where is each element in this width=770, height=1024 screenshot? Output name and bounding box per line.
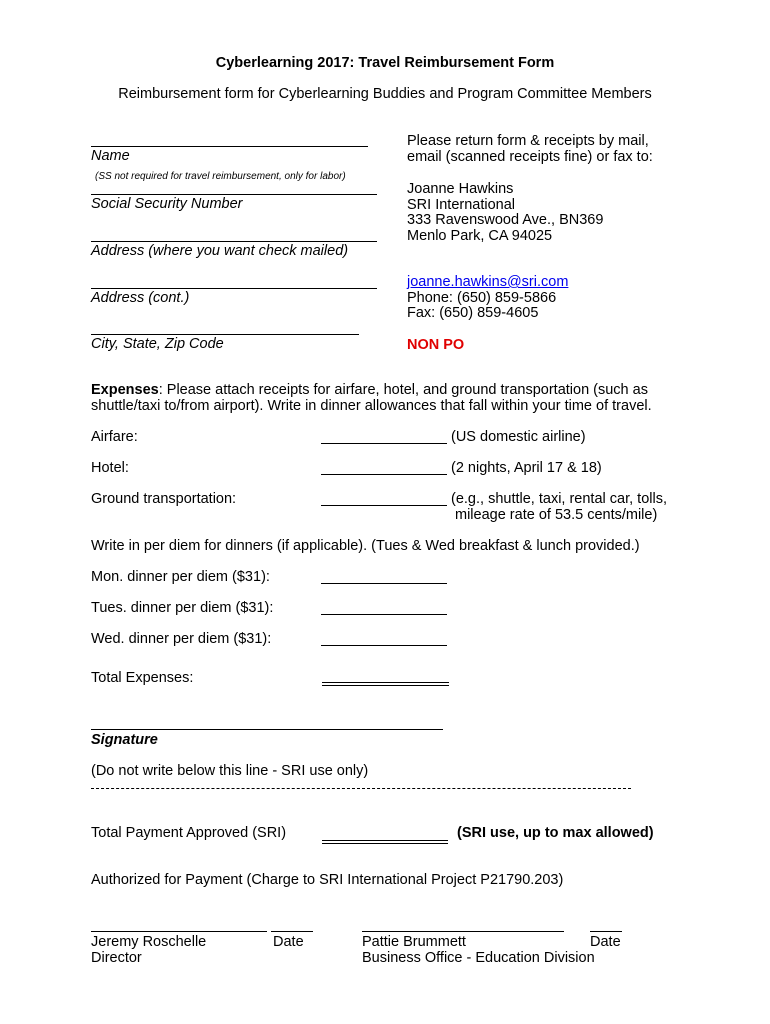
signature-label: Signature: [91, 732, 158, 748]
director-date-label: Date: [273, 934, 304, 950]
cut-line-divider: [91, 788, 631, 789]
total-approved-line[interactable]: [322, 840, 448, 844]
director-title: Director: [91, 950, 142, 966]
business-office-date-label: Date: [590, 934, 621, 950]
total-approved-note: (SRI use, up to max allowed): [457, 825, 654, 841]
ground-note-line2: mileage rate of 53.5 cents/mile): [455, 507, 658, 523]
signature-line[interactable]: [91, 729, 443, 730]
address-line[interactable]: [91, 241, 377, 242]
hotel-amount-line[interactable]: [321, 474, 447, 475]
expenses-heading: Expenses: [91, 382, 159, 398]
business-office-signature-line[interactable]: [362, 931, 564, 932]
name-label: Name: [91, 148, 130, 164]
ground-label: Ground transportation:: [91, 491, 237, 507]
wed-dinner-line[interactable]: [321, 645, 447, 646]
ssn-label: Social Security Number: [91, 196, 243, 212]
contact-name: Joanne Hawkins: [407, 181, 514, 197]
contact-city: Menlo Park, CA 94025: [407, 228, 553, 244]
per-diem-intro: Write in per diem for dinners (if applicable). (Tues & Wed breakfast & lunch provided.): [91, 538, 640, 554]
city-label: City, State, Zip Code: [91, 336, 224, 352]
director-date-line[interactable]: [271, 931, 313, 932]
airfare-amount-line[interactable]: [321, 443, 447, 444]
contact-fax: Fax: (650) 859-4605: [407, 305, 539, 321]
form-subtitle: Reimbursement form for Cyberlearning Buddies and Program Committee Members: [118, 86, 652, 102]
return-line2: email (scanned receipts fine) or fax to:: [407, 149, 653, 165]
mon-dinner-label: Mon. dinner per diem ($31):: [91, 569, 270, 585]
city-line[interactable]: [91, 334, 359, 335]
business-office-date-line[interactable]: [590, 931, 622, 932]
ground-note-line1: (e.g., shuttle, taxi, rental car, tolls,: [451, 491, 667, 507]
address-label: Address (where you want check mailed): [91, 243, 349, 259]
director-signature-line[interactable]: [91, 931, 267, 932]
expenses-intro-line2: shuttle/taxi to/from airport). Write in dinner allowances that fall within your time of travel.: [91, 398, 652, 414]
total-approved-label: Total Payment Approved (SRI): [91, 825, 287, 841]
contact-phone: Phone: (650) 859-5866: [407, 290, 557, 306]
address-cont-line[interactable]: [91, 288, 377, 289]
tue-dinner-line[interactable]: [321, 614, 447, 615]
total-expenses-line[interactable]: [322, 682, 449, 686]
contact-email-link[interactable]: joanne.hawkins@sri.com: [407, 274, 569, 290]
ss-note: (SS not required for travel reimbursement, only for labor): [95, 171, 346, 182]
mon-dinner-line[interactable]: [321, 583, 447, 584]
business-office-name: Pattie Brummett: [362, 934, 466, 950]
expenses-intro-text: : Please attach receipts for airfare, hotel, and ground transportation (such as: [158, 382, 648, 398]
ssn-line[interactable]: [91, 194, 377, 195]
contact-org: SRI International: [407, 197, 516, 213]
sri-only-notice: (Do not write below this line - SRI use only): [91, 763, 369, 779]
business-office-title: Business Office - Education Division: [362, 950, 595, 966]
airfare-note: (US domestic airline): [451, 429, 586, 445]
total-expenses-label: Total Expenses:: [91, 670, 194, 686]
wed-dinner-label: Wed. dinner per diem ($31):: [91, 631, 272, 647]
director-name: Jeremy Roschelle: [91, 934, 207, 950]
airfare-label: Airfare:: [91, 429, 138, 445]
ground-amount-line[interactable]: [321, 505, 447, 506]
authorized-text: Authorized for Payment (Charge to SRI International Project P21790.203): [91, 872, 564, 888]
form-title: Cyberlearning 2017: Travel Reimbursement Form: [215, 55, 555, 71]
expenses-intro: [91, 382, 648, 398]
return-line1: Please return form & receipts by mail,: [407, 133, 649, 149]
hotel-label: Hotel:: [91, 460, 129, 476]
non-po-label: NON PO: [407, 337, 465, 353]
hotel-note: (2 nights, April 17 & 18): [451, 460, 602, 476]
address-cont-label: Address (cont.): [91, 290, 190, 306]
contact-street: 333 Ravenswood Ave., BN369: [407, 212, 604, 228]
tue-dinner-label: Tues. dinner per diem ($31):: [91, 600, 274, 616]
name-line[interactable]: [91, 146, 368, 147]
